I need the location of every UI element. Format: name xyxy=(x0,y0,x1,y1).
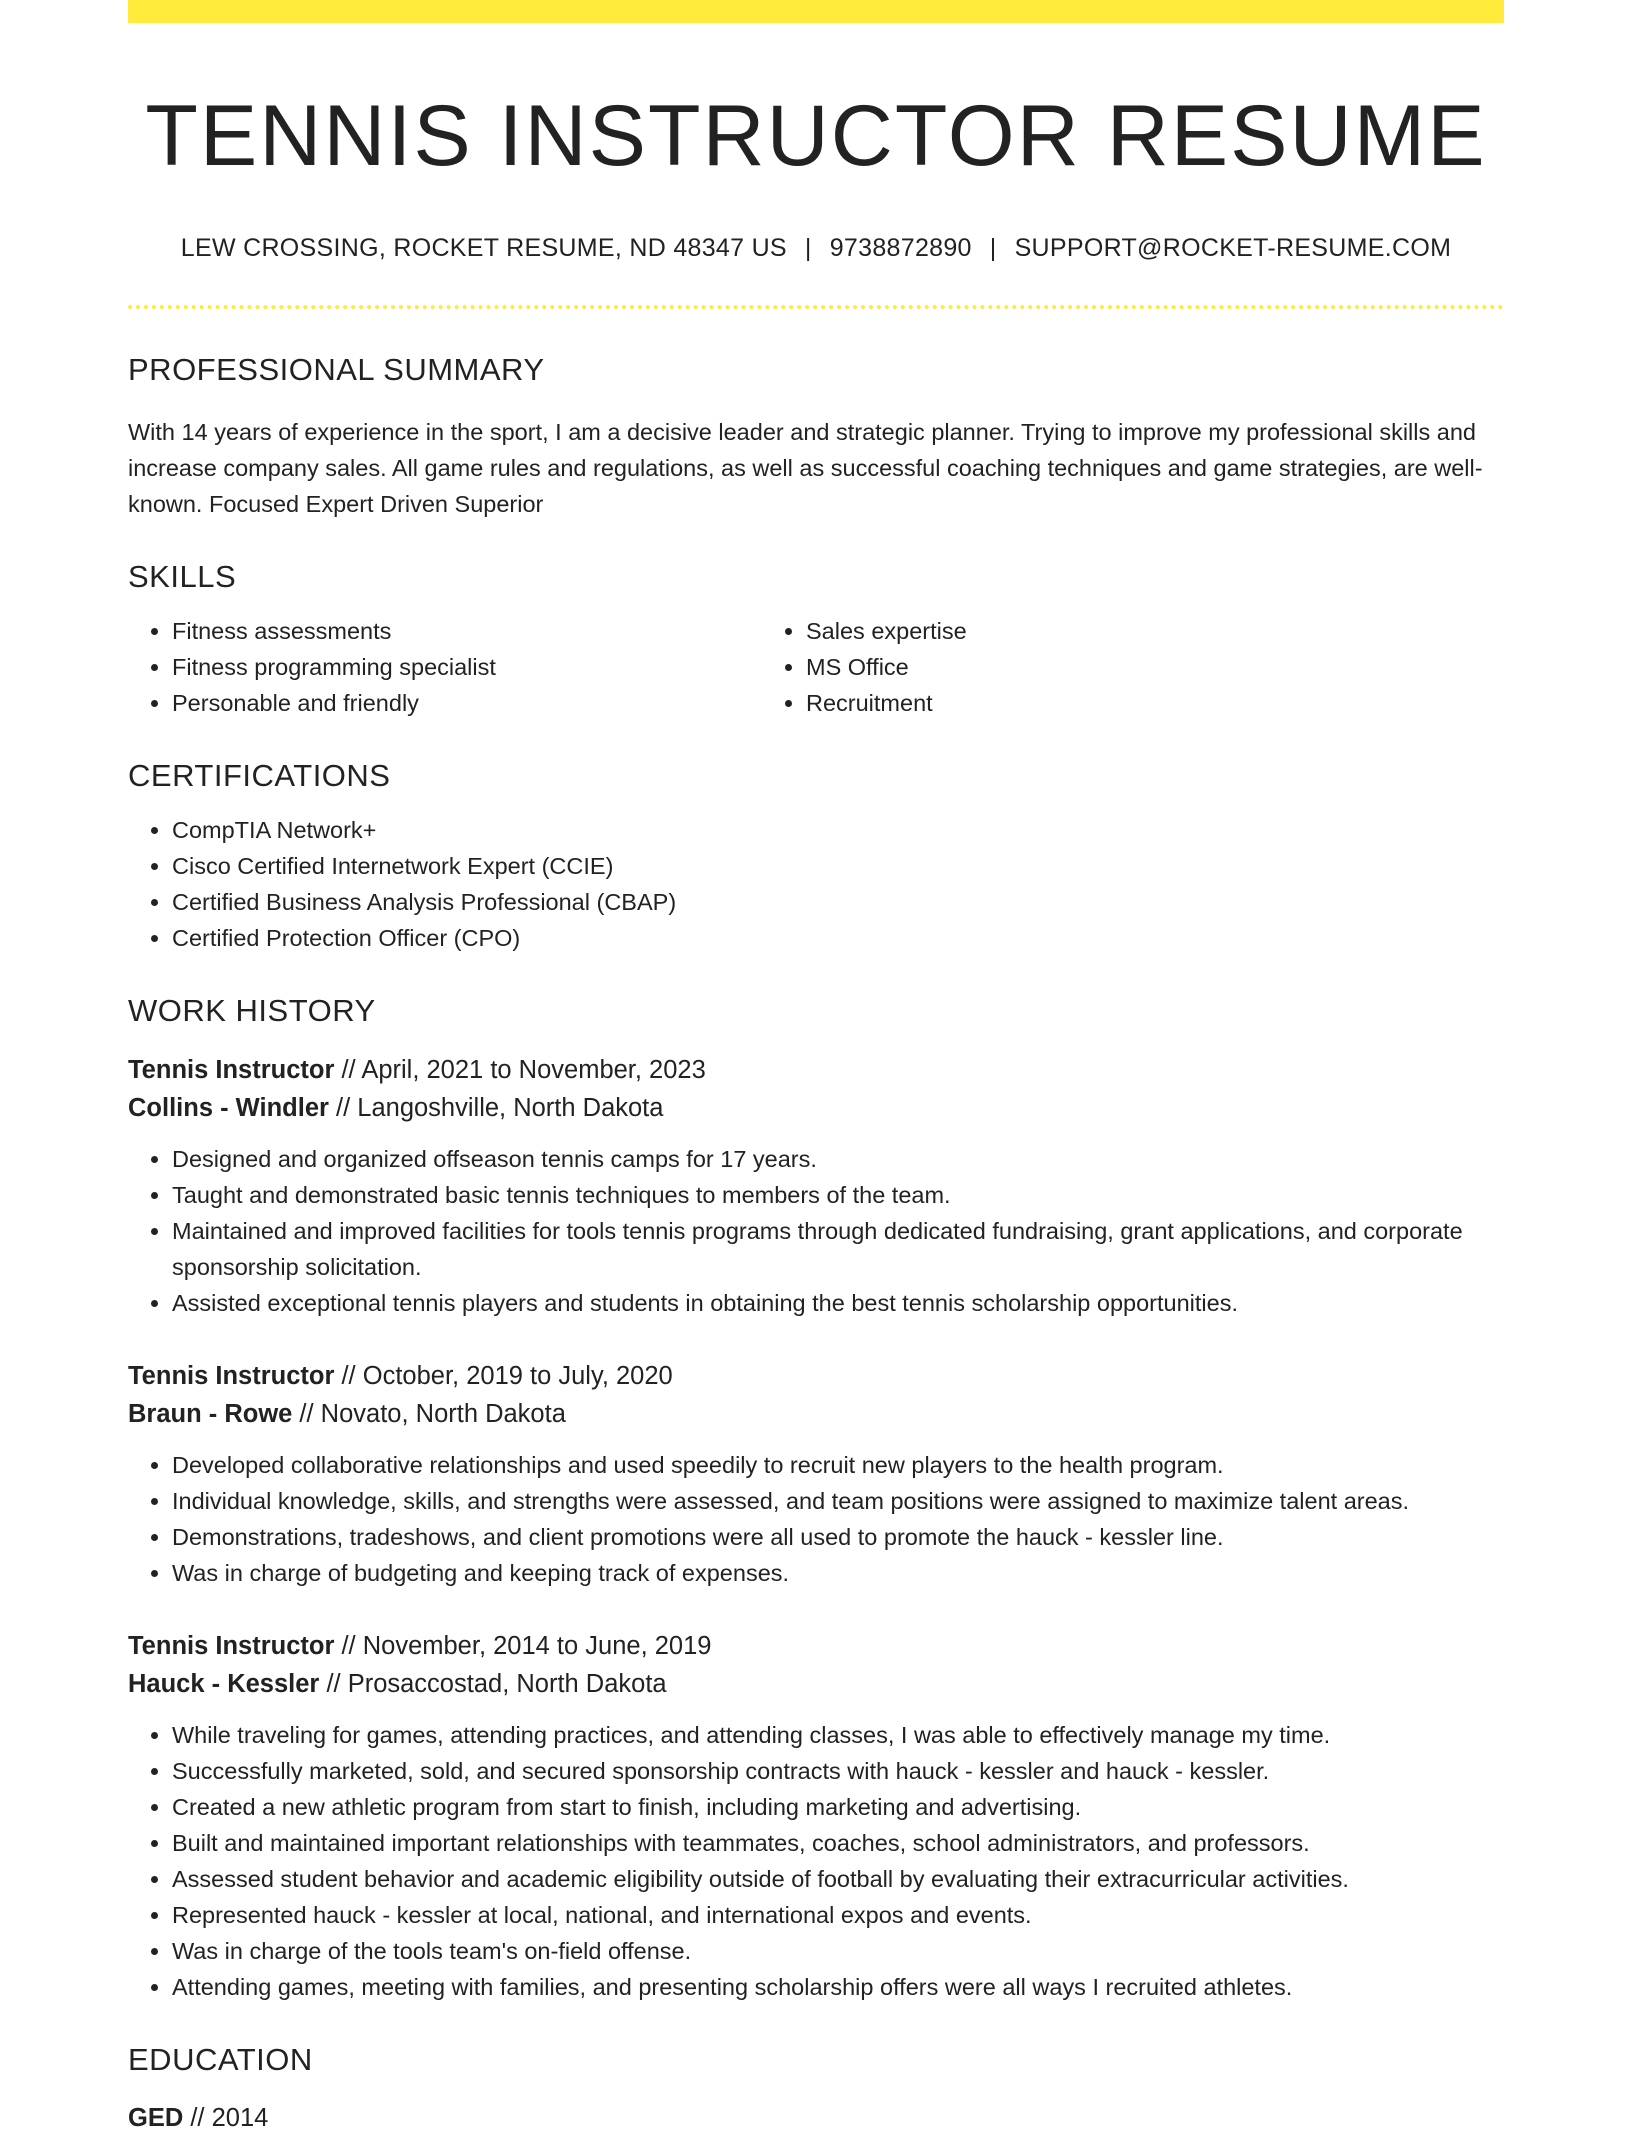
job-location: // Prosaccostad, North Dakota xyxy=(319,1670,667,1699)
job-company: Hauck - Kessler xyxy=(128,1670,320,1699)
contact-line xyxy=(128,232,1504,265)
job-company: Collins - Windler xyxy=(128,1094,329,1123)
job-location: // Novato, North Dakota xyxy=(292,1400,566,1429)
job-bullets xyxy=(128,1447,1504,1591)
skills-heading: SKILLS xyxy=(128,558,237,594)
job-title: Tennis Instructor xyxy=(128,1632,335,1661)
job-bullet: • Successfully marketed, sold, and secured sponsorship contracts with hauck - kessler and hauck - kessler. xyxy=(172,1753,1504,1789)
certification-item: • Certified Protection Officer (CPO) xyxy=(172,920,1504,956)
work-history-heading: WORK HISTORY xyxy=(128,993,376,1029)
skills-list-right xyxy=(762,613,1396,721)
job-title-line xyxy=(128,1357,1504,1395)
job-bullet: • Taught and demonstrated basic tennis techniques to members of the team. xyxy=(172,1177,1504,1213)
education-degree: GED xyxy=(128,2103,184,2132)
job-bullet: • Developed collaborative relationships and used speedily to recruit new players to the health program. xyxy=(172,1447,1504,1483)
certification-item: • CompTIA Network+ xyxy=(172,812,1504,848)
skill-item: • Fitness programming specialist xyxy=(172,649,762,685)
job-bullet: • Designed and organized offseason tennis camps for 17 years. xyxy=(172,1141,1504,1177)
contact-address: LEW CROSSING, ROCKET RESUME, ND 48347 US xyxy=(180,234,787,263)
skill-item: • MS Office xyxy=(806,649,1396,685)
job-entry xyxy=(128,1357,1504,1591)
job-bullet: • Individual knowledge, skills, and strengths were assessed, and team positions were assigned to maximize talent areas. xyxy=(172,1483,1504,1519)
job-location: // Langoshville, North Dakota xyxy=(328,1094,664,1123)
job-title: Tennis Instructor xyxy=(128,1362,335,1391)
contact-separator: | xyxy=(804,234,812,263)
summary-text: With 14 years of experience in the sport, I am a decisive leader and strategic planner. Trying to improve my professional skills and increase company sales. All game rules and regulations, as well as successful coaching techniques and game strategies, are well-known. Focused Expert Driven Superior xyxy=(128,418,1483,517)
job-bullet: • Attending games, meeting with families, and presenting scholarship offers were all ways I recruited athletes. xyxy=(172,1969,1504,2005)
job-entry xyxy=(128,1051,1504,1321)
job-dates: // November, 2014 to June, 2019 xyxy=(334,1632,712,1661)
job-company-line xyxy=(128,1665,1504,1703)
job-bullet: • Was in charge of the tools team's on-field offense. xyxy=(172,1933,1504,1969)
contact-email: SUPPORT@ROCKET-RESUME.COM xyxy=(1014,234,1452,263)
job-entry xyxy=(128,1627,1504,2005)
education-year: // 2014 xyxy=(183,2103,269,2132)
skills-list-left xyxy=(128,613,762,721)
job-bullets xyxy=(128,1717,1504,2005)
job-dates: // April, 2021 to November, 2023 xyxy=(334,1056,706,1085)
contact-separator: | xyxy=(989,234,997,263)
education-entry xyxy=(128,2099,1504,2137)
skill-item: • Recruitment xyxy=(806,685,1396,721)
certification-item: • Cisco Certified Internetwork Expert (CCIE) xyxy=(172,848,1504,884)
resume-title: TENNIS INSTRUCTOR RESUME xyxy=(145,88,1487,184)
certifications-heading: CERTIFICATIONS xyxy=(128,758,391,794)
job-bullet: • Assisted exceptional tennis players and students in obtaining the best tennis scholarship opportunities. xyxy=(172,1285,1504,1321)
summary-heading: PROFESSIONAL SUMMARY xyxy=(128,351,545,387)
accent-bar xyxy=(128,0,1504,23)
job-dates: // October, 2019 to July, 2020 xyxy=(334,1362,673,1391)
job-bullet: • While traveling for games, attending practices, and attending classes, I was able to effectively manage my time. xyxy=(172,1717,1504,1753)
job-title-line xyxy=(128,1051,1504,1089)
job-bullet: • Demonstrations, tradeshows, and client promotions were all used to promote the hauck - kessler line. xyxy=(172,1519,1504,1555)
skills-grid xyxy=(128,613,1504,721)
job-bullet: • Was in charge of budgeting and keeping track of expenses. xyxy=(172,1555,1504,1591)
job-title-line xyxy=(128,1627,1504,1665)
job-company-line xyxy=(128,1089,1504,1127)
dotted-divider xyxy=(128,305,1504,309)
job-title: Tennis Instructor xyxy=(128,1056,335,1085)
certifications-list xyxy=(128,812,1504,956)
job-bullet: • Assessed student behavior and academic eligibility outside of football by evaluating their extracurricular activities. xyxy=(172,1861,1504,1897)
job-company: Braun - Rowe xyxy=(128,1400,293,1429)
job-bullets xyxy=(128,1141,1504,1321)
job-bullet: • Maintained and improved facilities for tools tennis programs through dedicated fundraising, grant applications, and corporate sponsorship solicitation. xyxy=(172,1213,1504,1285)
job-bullet: • Represented hauck - kessler at local, national, and international expos and events. xyxy=(172,1897,1504,1933)
skill-item: • Sales expertise xyxy=(806,613,1396,649)
resume-page xyxy=(128,0,1504,2137)
education-heading: EDUCATION xyxy=(128,2042,313,2078)
job-company-line xyxy=(128,1395,1504,1433)
certification-item: • Certified Business Analysis Professional (CBAP) xyxy=(172,884,1504,920)
job-bullet: • Built and maintained important relationships with teammates, coaches, school administrators, and professors. xyxy=(172,1825,1504,1861)
skill-item: • Fitness assessments xyxy=(172,613,762,649)
job-bullet: • Created a new athletic program from start to finish, including marketing and advertising. xyxy=(172,1789,1504,1825)
skill-item: • Personable and friendly xyxy=(172,685,762,721)
contact-phone: 9738872890 xyxy=(829,234,972,263)
